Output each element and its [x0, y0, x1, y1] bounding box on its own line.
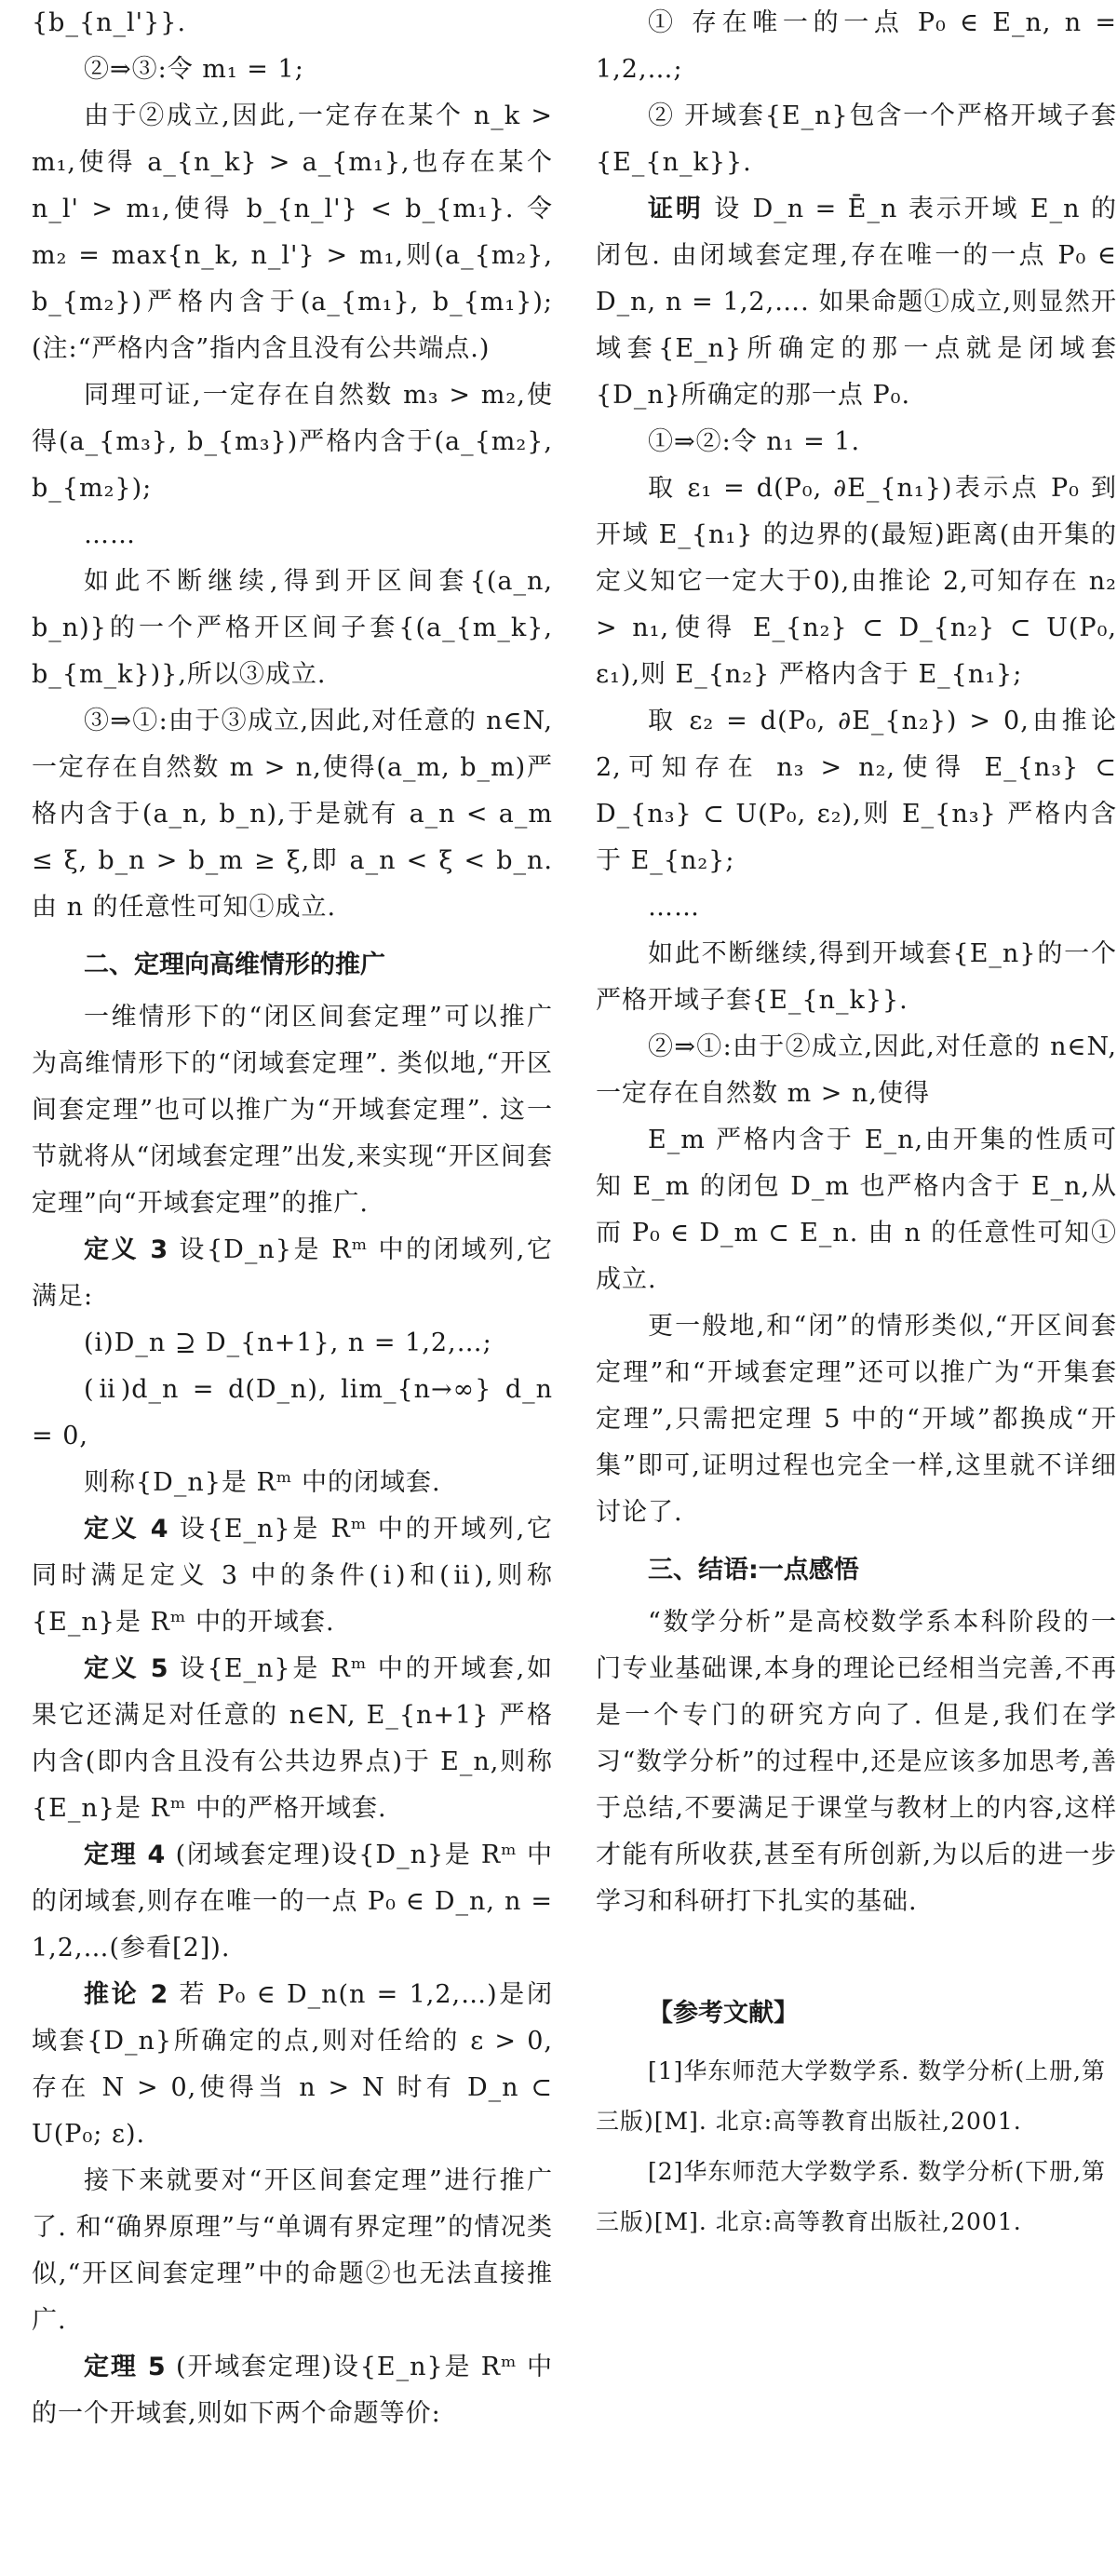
paragraph-text: (ⅱ)d_n = d(D_n), lim_{n→∞} d_n = 0,	[32, 1375, 553, 1450]
paragraph-text: ① 存在唯一的一点 P₀ ∈ E_n, n = 1,2,…;	[596, 8, 1117, 84]
theorem-label: 定义 3	[84, 1235, 169, 1264]
paragraph	[32, 512, 553, 559]
paragraph-text: 同理可证,一定存在自然数 m₃ > m₂,使得(a_{m₃}, b_{m₃})严格内含于(a_{m₂}, b_{m₂});	[32, 381, 553, 503]
paragraph-text: 二、定理向高维情形的推广	[84, 951, 385, 979]
reference-entry	[596, 2147, 1117, 2247]
theorem-label: 定义 4	[84, 1515, 169, 1544]
paragraph	[32, 1320, 553, 1367]
paragraph-text: ①⇒②:令 n₁ = 1.	[648, 427, 861, 456]
paragraph-text: 取 ε₂ = d(P₀, ∂E_{n₂}) > 0,由推论 2,可知存在 n₃ > n₂,使得 E_{n₃} ⊂ D_{n₃} ⊂ U(P₀, ε₂),则 E_{n₃} 严格内含于 E_{n₂};	[596, 707, 1117, 875]
paragraph	[32, 1367, 553, 1460]
paragraph	[32, 2344, 553, 2437]
section-heading	[32, 942, 553, 989]
paragraph-text: 设 D_n = Ē_n 表示开域 E_n 的闭包. 由闭域套定理,存在唯一的一点 P₀ ∈ D_n, n = 1,2,…. 如果命题①成立,则显然开域套{E_n}所确定的那一点就是闭域套{D_n}所确定的那一点 P₀.	[596, 195, 1117, 410]
paragraph	[32, 1646, 553, 1832]
paragraph-text: 如此不断继续,得到开区间套{(a_n, b_n)}的一个严格开区间子套{(a_{m_k}, b_{m_k})},所以③成立.	[32, 567, 553, 689]
paragraph-text: ②⇒③:令 m₁ = 1;	[84, 55, 304, 84]
paragraph-text: (开域套定理)设{E_n}是 Rᵐ 中的一个开域套,则如下两个命题等价:	[32, 2353, 553, 2428]
paragraph-text: 如此不断继续,得到开域套{E_n}的一个严格开域子套{E_{n_k}}.	[596, 939, 1117, 1015]
references-heading	[596, 1990, 1117, 2037]
theorem-label: 推论 2	[84, 1980, 169, 2009]
theorem-label: 定义 5	[84, 1654, 169, 1683]
paragraph-text: 三、结语:一点感悟	[648, 1556, 859, 1585]
theorem-label: 定理 5	[84, 2353, 167, 2381]
paragraph-text: 取 ε₁ = d(P₀, ∂E_{n₁})表示点 P₀ 到开域 E_{n₁} 的边界的(最短)距离(由开集的定义知它一定大于0),由推论 2,可知存在 n₂ > n₁,使得 E_{n₂} ⊂ D_{n₂} ⊂ U(P₀, ε₁),则 E_{n₂} 严格内含于 E_{n₁};	[596, 474, 1117, 689]
paragraph	[32, 1460, 553, 1506]
paragraph	[32, 1227, 553, 1320]
paragraph-text: ②⇒①:由于②成立,因此,对任意的 n∈N,一定存在自然数 m > n,使得	[596, 1032, 1117, 1108]
left-column	[32, 0, 553, 2437]
paragraph	[32, 994, 553, 1227]
paragraph	[596, 93, 1117, 186]
paragraph-text: (ⅰ)D_n ⊇ D_{n+1}, n = 1,2,…;	[84, 1328, 492, 1357]
paragraph	[32, 93, 553, 372]
paragraph	[596, 419, 1117, 465]
right-column	[596, 0, 1117, 2247]
paragraph	[32, 698, 553, 931]
paragraph	[32, 1972, 553, 2158]
paragraph	[32, 47, 553, 93]
paragraph	[596, 931, 1117, 1024]
paragraph-text: 由于②成立,因此,一定存在某个 n_k > m₁,使得 a_{n_k} > a_{m₁},也存在某个 n_l' > m₁,使得 b_{n_l'} < b_{m₁}. 令 m₂ = max{n_k, n_l'} > m₁,则(a_{m₂}, b_{m₂})严格内含于(a_{m₁}, b_{m₁});(注:“严格内含”指内含且没有公共端点.)	[32, 101, 553, 363]
paragraph-text: (闭域套定理)设{D_n}是 Rᵐ 中的闭域套,则存在唯一的一点 P₀ ∈ D_n, n = 1,2,…(参看[2]).	[32, 1841, 553, 1962]
paragraph-text: ……	[84, 520, 136, 549]
paragraph	[596, 0, 1117, 93]
paragraph-text: 设{E_n}是 Rᵐ 中的开域套,如果它还满足对任意的 n∈N, E_{n+1} 严格内含(即内含且没有公共边界点)于 E_n,则称{E_n}是 Rᵐ 中的严格开域套.	[32, 1654, 553, 1823]
paragraph-text: 接下来就要对“开区间套定理”进行推广了. 和“确界原理”与“单调有界定理”的情况类似,“开区间套定理”中的命题②也无法直接推广.	[32, 2166, 553, 2335]
paragraph-text: E_m 严格内含于 E_n,由开集的性质可知 E_m 的闭包 D_m 也严格内含于 E_n,从而 P₀ ∈ D_m ⊂ E_n. 由 n 的任意性可知①成立.	[596, 1126, 1117, 1294]
paragraph	[32, 559, 553, 698]
paragraph	[32, 0, 553, 47]
paragraph	[596, 884, 1117, 931]
paragraph-text: 则称{D_n}是 Rᵐ 中的闭域套.	[84, 1468, 441, 1497]
paragraph	[32, 372, 553, 512]
paragraph-text: 【参考文献】	[648, 1999, 799, 2028]
paragraph-text: 一维情形下的“闭区间套定理”可以推广为高维情形下的“闭域套定理”. 类似地,“开区间套定理”也可以推广为“开域套定理”. 这一节就将从“闭域套定理”出发,来实现“开区间套定理”向“开域套定理”的推广.	[32, 1003, 553, 1218]
paragraph	[596, 186, 1117, 419]
paragraph-text: ② 开域套{E_n}包含一个严格开域子套{E_{n_k}}.	[596, 101, 1117, 177]
paragraph-text: 设{D_n}是 Rᵐ 中的闭域列,它满足:	[32, 1235, 553, 1311]
paragraph-text: [2]华东师范大学数学系. 数学分析(下册,第三版)[M]. 北京:高等教育出版社,2001.	[596, 2158, 1107, 2235]
reference-entry	[596, 2046, 1117, 2147]
paragraph-text: 设{E_n}是 Rᵐ 中的开域列,它同时满足定义 3 中的条件(ⅰ)和(ⅱ),则称{E_n}是 Rᵐ 中的开域套.	[32, 1515, 553, 1637]
paragraph	[32, 1832, 553, 1972]
paragraph-text: ③⇒①:由于③成立,因此,对任意的 n∈N,一定存在自然数 m > n,使得(a_m, b_m)严格内含于(a_n, b_n),于是就有 a_n < a_m ≤ ξ, b_n > b_m ≥ ξ,即 a_n < ξ < b_n. 由 n 的任意性可知①成立.	[32, 707, 553, 922]
paragraph-text: {b_{n_l'}}.	[32, 8, 187, 37]
paragraph	[32, 1506, 553, 1646]
paragraph-text: ……	[648, 893, 700, 922]
paragraph	[596, 1599, 1117, 1925]
paragraph-text: “数学分析”是高校数学系本科阶段的一门专业基础课,本身的理论已经相当完善,不再是一个专门的研究方向了. 但是,我们在学习“数学分析”的过程中,还是应该多加思考,善于总结,不要满足于课堂与教材上的内容,这样才能有所收获,甚至有所创新,为以后的进一步学习和科研打下扎实的基础.	[596, 1608, 1117, 1916]
paragraph-text: 若 P₀ ∈ D_n(n = 1,2,…)是闭域套{D_n}所确定的点,则对任给的 ε > 0,存在 N > 0,使得当 n > N 时有 D_n ⊂ U(P₀; ε).	[32, 1980, 553, 2149]
theorem-label: 定理 4	[84, 1841, 167, 1869]
paragraph	[596, 698, 1117, 884]
paragraph-text: [1]华东师范大学数学系. 数学分析(上册,第三版)[M]. 北京:高等教育出版社,2001.	[596, 2057, 1107, 2135]
section-heading	[596, 1547, 1117, 1594]
paragraph	[596, 465, 1117, 698]
paragraph-text: 更一般地,和“闭”的情形类似,“开区间套定理”和“开域套定理”还可以推广为“开集套定理”,只需把定理 5 中的“开域”都换成“开集”即可,证明过程也完全一样,这里就不详细讨论了.	[596, 1312, 1117, 1527]
paragraph	[596, 1303, 1117, 1536]
paragraph	[596, 1024, 1117, 1117]
theorem-label: 证明	[648, 195, 704, 223]
paragraph	[32, 2158, 553, 2344]
paragraph	[596, 1117, 1117, 1303]
